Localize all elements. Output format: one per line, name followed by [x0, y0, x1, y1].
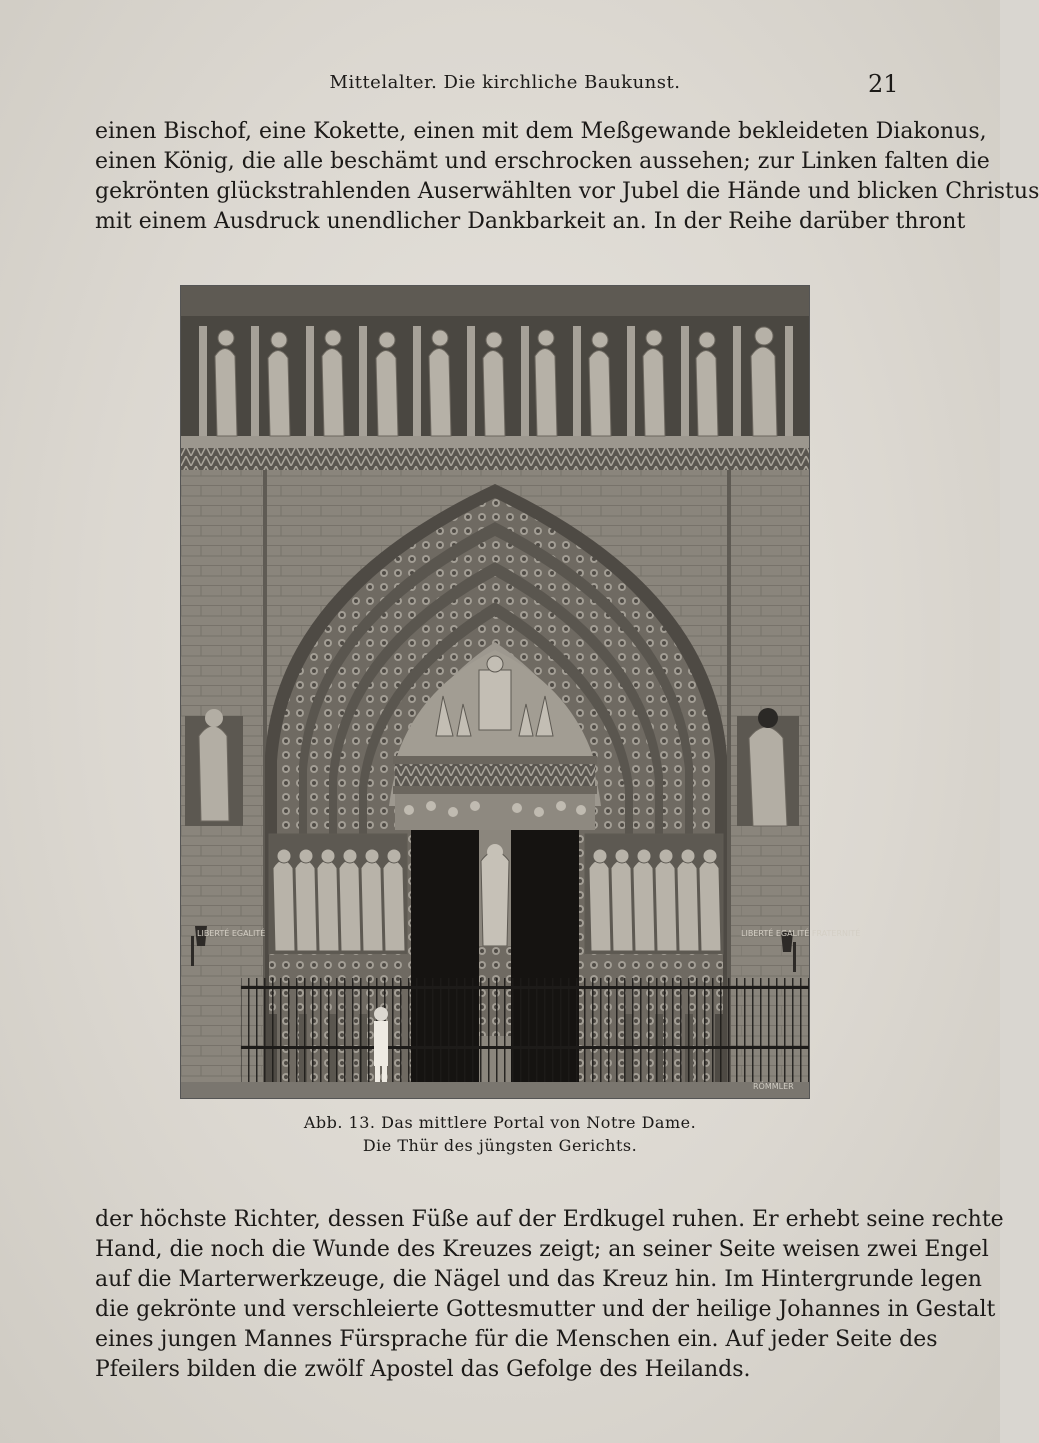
text-line: der höchste Richter, dessen Füße auf der Erdkugel ruhen. Er erhebt seine rechte [95, 1207, 1004, 1232]
page-number: 21 [868, 70, 899, 98]
text-line: auf die Marterwerkzeuge, die Nägel und das Kreuz hin. Im Hintergrunde legen [95, 1267, 982, 1292]
text-line: eines jungen Mannes Fürsprache für die Menschen ein. Auf jeder Seite des [95, 1327, 938, 1352]
text-line: einen Bischof, eine Kokette, einen mit dem Meßgewande bekleideten Diakonus, [95, 119, 987, 144]
running-head [0, 72, 1000, 102]
figure-caption-line-1: Abb. 13. Das mittlere Portal von Notre Dame. [303, 1113, 697, 1132]
text-line: einen König, die alle beschämt und erschrocken aussehen; zur Linken falten die [95, 149, 990, 174]
paragraph-top [95, 117, 1039, 237]
text-line: Hand, die noch die Wunde des Kreuzes zeigt; an seiner Seite weisen zwei Engel [95, 1237, 989, 1262]
side-statue-right [737, 708, 799, 826]
paragraph-bottom [95, 1205, 1004, 1385]
apostles-right [585, 834, 723, 954]
figure-caption-line-2: Die Thür des jüngsten Gerichts. [362, 1136, 638, 1155]
side-statue-left [185, 709, 243, 826]
text-line: gekrönten glückstrahlenden Auserwählten vor Jubel die Hände und blicken Christus [95, 179, 1039, 204]
iron-fence [241, 978, 809, 1098]
apostles-left [269, 834, 407, 954]
text-line: Pfeilers bilden die zwölf Apostel das Gefolge des Heilands. [95, 1357, 751, 1382]
running-title: Mittelalter. Die kirchliche Baukunst. [329, 72, 681, 93]
photographer-mark: RÖMMLER [753, 1082, 794, 1091]
inscription-left: LIBERTÉ EGALITÉ [197, 929, 266, 938]
text-line: die gekrönte und verschleierte Gottesmutter und der heilige Johannes in Gestalt [95, 1297, 996, 1322]
inscription-right: LIBERTÉ EGALITÉ FRATERNITÉ [741, 929, 861, 938]
portal-photograph [180, 285, 861, 1099]
text-line: mit einem Ausdruck unendlicher Dankbarkeit an. In der Reihe darüber thront [95, 209, 966, 234]
